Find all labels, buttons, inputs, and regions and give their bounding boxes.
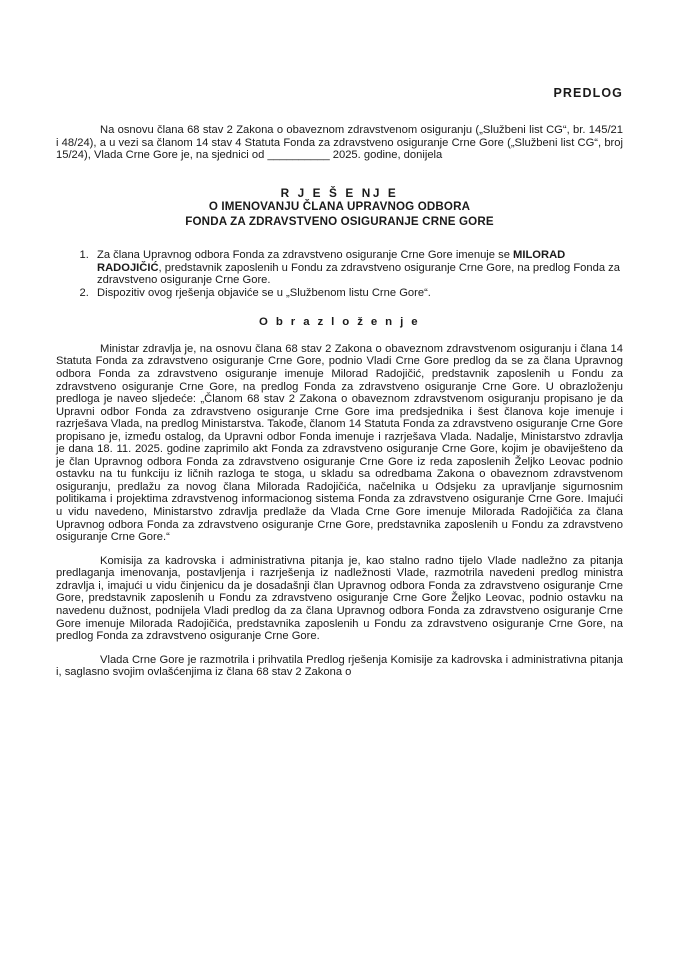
decisions-list [56, 249, 623, 300]
reasoning-paragraph-1: Ministar zdravlja je, na osnovu člana 68 stav 2 Zakona o obaveznom zdravstvenom osiguranju i člana 14 Statuta Fonda za zdravstveno osiguranje Crne Gore, podnio Vladi Crne Gore predlog da se za člana Upravnog odbora Fonda za zdravstveno osiguranje imenuje Milorad Radojičić, predstavnik zaposlenih u Fondu za zdravstveno osiguranje Crne Gore, na predlog Fonda za zdravstveno osiguranje Crne Gore. U obrazloženju predloga je naveo sljedeće: „Članom 68 stav 2 Zakona o obaveznom zdravstvenom osiguranju propisano je da Upravni odbor Fonda za zdravstveno osiguranje Crne Gore ima predsjednika i šest članova koje imenuje i razrješava Vlada, na predlog Ministarstva. Takođe, članom 14 Statuta Fonda za zdravstveno osiguranje Crne Gore propisano je, između ostalog, da Upravni odbor Fonda imenuje i razrješava Vlada. Nadalje, Ministarstvo zdravlja je dana 18. 11. 2025. godine zaprimilo akt Fonda za zdravstveno osiguranje Crne Gore, kojim je obaviješteno da je član Upravnog odbora Fonda za zdravstveno osiguranje Crne Gore iz reda zaposlenih Željko Leovac podnio ostavku na tu funkciju iz ličnih razloga te stoga, u skladu sa odredbama Zakona o obaveznom zdravstvenom osiguranju, predlažu za novog člana Milorada Radojičića, načelnika u Odsjeku za upravljanje sigurnosnim politikama i projektima zdravstvenog informacionog sistema Fonda za zdravstveno osiguranje Crne Gore. Imajući u vidu navedeno, Ministarstvo zdravlja predlaže da Vlada Crne Gore imenuje Milorada Radojičića za člana Upravnog odbora Fonda za zdravstveno osiguranje Crne Gore, predstavnika zaposlenih u Fondu za zdravstveno osiguranje Crne Gore.“ [56, 342, 623, 544]
document-body [56, 0, 623, 690]
decision-title-line-1: R J E Š E NJ E [280, 185, 399, 200]
decision-title-line-3: FONDA ZA ZDRAVSTVENO OSIGURANJE CRNE GORE [185, 214, 494, 228]
intro-paragraph: Na osnovu člana 68 stav 2 Zakona o obaveznom zdravstvenom osiguranju („Službeni list CG“, br. 145/21 i 48/24), a u vezi sa članom 14 stav 4 Statuta Fonda za zdravstveno osiguranje Crne Gore („Službeni list CG“, broj 15/24), Vlada Crne Gore je, na sjednici od __________ 2025. godine, donijela [56, 124, 623, 162]
reasoning-paragraph-2: Komisija za kadrovska i administrativna pitanja je, kao stalno radno tijelo Vlade nadležno za pitanja predlaganja imenovanja, postavljenja i razrješenja iz nadležnosti Vlade, razmotrila navedeni predlog ministra zdravlja i, imajući u vidu činjenicu da je dosadašnji član Upravnog odbora Fonda za zdravstveno osiguranje Crne Gore, predstavnik zaposlenih u Fondu za zdravstveno osiguranje Crne Gore Željko Leovac, podnio ostavku na navedenu dužnost, podnijela Vladi predlog da za člana Upravnog odbora Fonda za zdravstveno osiguranje Crne Gore imenuje Milorada Radojičića, predstavnika zaposlenih u Fondu za zdravstveno osiguranje Crne Gore, na predlog Fonda za zdravstveno osiguranje Crne Gore. [56, 554, 623, 643]
list-item [92, 249, 623, 287]
document-label: PREDLOG [553, 86, 623, 100]
reasoning-heading: O b r a z l o ž e n j e [259, 315, 420, 328]
decision-text-before: Dispozitiv ovog rješenja objaviće se u „Službenom listu Crne Gore“. [97, 287, 431, 300]
reasoning-paragraph-3: Vlada Crne Gore je razmotrila i prihvatila Predlog rješenja Komisije za kadrovska i administrativna pitanja i, saglasno svojim ovlašćenjima iz člana 68 stav 2 Zakona o [56, 653, 623, 679]
decision-title-line-2: O IMENOVANJU ČLANA UPRAVNOG ODBORA [208, 200, 471, 214]
decision-appointee-name: MILORAD RADOJIČIĆ [97, 249, 566, 274]
decision-text-after: , predstavnik zaposlenih u Fondu za zdravstveno osiguranje Crne Gore, na predlog Fonda za zdravstveno osiguranje Crne Gore. [97, 261, 620, 287]
decision-title [56, 186, 623, 229]
decision-text-before: Za člana Upravnog odbora Fonda za zdravstveno osiguranje Crne Gore imenuje se [97, 249, 514, 261]
list-item [92, 287, 623, 300]
